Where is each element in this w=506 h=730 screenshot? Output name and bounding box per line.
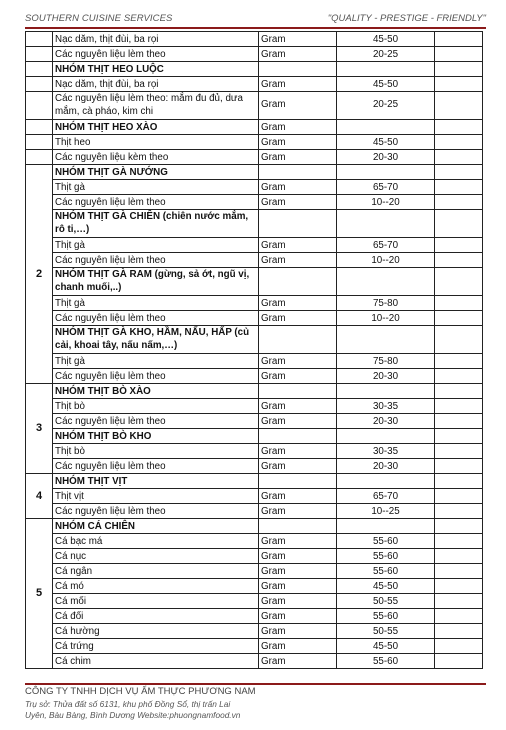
group-title: NHÓM CÁ CHIÊN	[53, 519, 259, 534]
qty-cell: 20-25	[337, 92, 435, 120]
item-cell: Các nguyên liệu lèm theo	[53, 311, 259, 326]
header-slogan: "QUALITY - PRESTIGE - FRIENDLY"	[327, 13, 486, 24]
unit-cell: Gram	[259, 549, 337, 564]
group-title: NHÓM THỊT VỊT	[53, 474, 259, 489]
table-row	[26, 354, 483, 369]
note-cell	[435, 594, 483, 609]
group-title: NHÓM THỊT BÒ XÀO	[53, 384, 259, 399]
qty-cell	[337, 210, 435, 238]
unit-cell	[259, 519, 337, 534]
table-row	[26, 77, 483, 92]
unit-cell: Gram	[259, 311, 337, 326]
note-cell	[435, 326, 483, 354]
unit-cell: Gram	[259, 238, 337, 253]
footer-divider	[25, 683, 486, 685]
table-row	[26, 180, 483, 195]
unit-cell	[259, 429, 337, 444]
header-company-en: SOUTHERN CUISINE SERVICES	[25, 13, 173, 24]
unit-cell: Gram	[259, 444, 337, 459]
note-cell	[435, 549, 483, 564]
unit-cell	[259, 326, 337, 354]
item-cell: Thịt vịt	[53, 489, 259, 504]
footer-company: CÔNG TY TNHH DỊCH VỤ ẨM THỰC PHƯƠNG NAM	[25, 686, 256, 697]
item-cell: Cá hường	[53, 624, 259, 639]
section-number-cell	[26, 92, 53, 120]
header-divider	[25, 27, 486, 29]
note-cell	[435, 444, 483, 459]
item-cell: Cá bạc má	[53, 534, 259, 549]
note-cell	[435, 268, 483, 296]
qty-cell: 20-30	[337, 150, 435, 165]
qty-cell: 65-70	[337, 489, 435, 504]
unit-cell	[259, 268, 337, 296]
note-cell	[435, 253, 483, 268]
group-title: NHÓM THỊT HEO LUỘC	[53, 62, 259, 77]
note-cell	[435, 579, 483, 594]
item-cell: Thịt gà	[53, 180, 259, 195]
item-cell: Cá trứng	[53, 639, 259, 654]
unit-cell: Gram	[259, 654, 337, 669]
table-row	[26, 414, 483, 429]
unit-cell: Gram	[259, 354, 337, 369]
note-cell	[435, 47, 483, 62]
table-row	[26, 609, 483, 624]
item-cell: Cá chim	[53, 654, 259, 669]
table-row	[26, 534, 483, 549]
group-title: NHÓM THỊT GÀ KHO, HẦM, NẤU, HẤP (củ cải, khoai tây, nấu nấm,…)	[53, 326, 259, 354]
table-row	[26, 311, 483, 326]
unit-cell: Gram	[259, 639, 337, 654]
unit-cell: Gram	[259, 135, 337, 150]
unit-cell: Gram	[259, 414, 337, 429]
note-cell	[435, 180, 483, 195]
note-cell	[435, 639, 483, 654]
qty-cell: 55-60	[337, 564, 435, 579]
unit-cell: Gram	[259, 564, 337, 579]
note-cell	[435, 195, 483, 210]
qty-cell: 65-70	[337, 238, 435, 253]
unit-cell: Gram	[259, 92, 337, 120]
qty-cell: 45-50	[337, 32, 435, 47]
qty-cell: 10--25	[337, 504, 435, 519]
unit-cell	[259, 474, 337, 489]
group-row	[26, 120, 483, 135]
unit-cell: Gram	[259, 120, 337, 135]
table-row	[26, 504, 483, 519]
table-row	[26, 594, 483, 609]
qty-cell	[337, 165, 435, 180]
note-cell	[435, 311, 483, 326]
table-row	[26, 579, 483, 594]
qty-cell: 45-50	[337, 579, 435, 594]
note-cell	[435, 654, 483, 669]
qty-cell: 55-60	[337, 549, 435, 564]
unit-cell: Gram	[259, 32, 337, 47]
group-row	[26, 326, 483, 354]
note-cell	[435, 369, 483, 384]
note-cell	[435, 165, 483, 180]
section-number-cell	[26, 150, 53, 165]
group-title: NHÓM THỊT HEO XÀO	[53, 120, 259, 135]
unit-cell: Gram	[259, 253, 337, 268]
item-cell: Thịt heo	[53, 135, 259, 150]
unit-cell: Gram	[259, 489, 337, 504]
unit-cell: Gram	[259, 594, 337, 609]
unit-cell: Gram	[259, 534, 337, 549]
qty-cell	[337, 268, 435, 296]
qty-cell	[337, 519, 435, 534]
table-row	[26, 195, 483, 210]
unit-cell	[259, 384, 337, 399]
qty-cell: 75-80	[337, 354, 435, 369]
section-number: 5	[26, 519, 53, 669]
unit-cell: Gram	[259, 609, 337, 624]
item-cell: Các nguyên liệu lèm theo	[53, 253, 259, 268]
note-cell	[435, 489, 483, 504]
qty-cell: 55-60	[337, 609, 435, 624]
note-cell	[435, 210, 483, 238]
unit-cell	[259, 210, 337, 238]
note-cell	[435, 624, 483, 639]
item-cell: Các nguyên liệu lèm theo: mắm đu đủ, dưa mắm, cà pháo, kim chi	[53, 92, 259, 120]
table-row	[26, 253, 483, 268]
qty-cell: 10--20	[337, 311, 435, 326]
unit-cell: Gram	[259, 195, 337, 210]
item-cell: Các nguyên liệu lèm theo	[53, 47, 259, 62]
portion-table	[25, 31, 483, 669]
table-row	[26, 399, 483, 414]
group-row	[26, 429, 483, 444]
item-cell: Các nguyên liệu lèm theo	[53, 369, 259, 384]
note-cell	[435, 135, 483, 150]
section-number-cell	[26, 32, 53, 47]
qty-cell: 10--20	[337, 195, 435, 210]
note-cell	[435, 62, 483, 77]
unit-cell: Gram	[259, 579, 337, 594]
unit-cell	[259, 62, 337, 77]
note-cell	[435, 32, 483, 47]
item-cell: Cá mó	[53, 579, 259, 594]
qty-cell: 20-30	[337, 459, 435, 474]
group-title: NHÓM THỊT GÀ NƯỚNG	[53, 165, 259, 180]
table-row	[26, 459, 483, 474]
item-cell: Thịt bò	[53, 444, 259, 459]
table-row	[26, 92, 483, 120]
qty-cell: 20-30	[337, 369, 435, 384]
item-cell: Thịt gà	[53, 296, 259, 311]
note-cell	[435, 238, 483, 253]
qty-cell	[337, 429, 435, 444]
group-row	[26, 268, 483, 296]
note-cell	[435, 609, 483, 624]
qty-cell: 20-25	[337, 47, 435, 62]
section-number-cell	[26, 135, 53, 150]
note-cell	[435, 534, 483, 549]
group-title: NHÓM THỊT GÀ CHIÊN (chiên nước mắm, rô ti,…)	[53, 210, 259, 238]
group-row	[26, 210, 483, 238]
unit-cell	[259, 165, 337, 180]
table-row	[26, 47, 483, 62]
note-cell	[435, 150, 483, 165]
group-row	[26, 519, 483, 534]
qty-cell: 45-50	[337, 77, 435, 92]
note-cell	[435, 296, 483, 311]
section-number: 3	[26, 384, 53, 474]
item-cell: Các nguyên liệu lèm theo	[53, 195, 259, 210]
section-number: 4	[26, 474, 53, 519]
unit-cell: Gram	[259, 504, 337, 519]
table-row	[26, 369, 483, 384]
qty-cell	[337, 474, 435, 489]
unit-cell: Gram	[259, 150, 337, 165]
item-cell: Các nguyên liệu lèm theo	[53, 459, 259, 474]
note-cell	[435, 474, 483, 489]
unit-cell: Gram	[259, 369, 337, 384]
qty-cell: 65-70	[337, 180, 435, 195]
note-cell	[435, 354, 483, 369]
note-cell	[435, 120, 483, 135]
table-row	[26, 238, 483, 253]
item-cell: Các nguyên liệu lèm theo	[53, 414, 259, 429]
qty-cell	[337, 384, 435, 399]
footer-address: Trụ sở: Thửa đất số 6131, khu phố Đồng Sổ, thị trấn Lai	[25, 699, 231, 709]
qty-cell: 20-30	[337, 414, 435, 429]
qty-cell	[337, 62, 435, 77]
item-cell: Cá đối	[53, 609, 259, 624]
qty-cell: 10--20	[337, 253, 435, 268]
footer-address-website: Uyên, Bàu Bàng, Bình Dương Website:phuongnamfood.vn	[25, 710, 241, 720]
item-cell: Cá nục	[53, 549, 259, 564]
section-number-cell	[26, 120, 53, 135]
table-row	[26, 150, 483, 165]
section-number-cell	[26, 62, 53, 77]
qty-cell: 45-50	[337, 135, 435, 150]
item-cell: Cá ngân	[53, 564, 259, 579]
unit-cell: Gram	[259, 77, 337, 92]
item-cell: Thịt bò	[53, 399, 259, 414]
table-row	[26, 32, 483, 47]
table-row	[26, 135, 483, 150]
section-number-cell	[26, 77, 53, 92]
note-cell	[435, 414, 483, 429]
note-cell	[435, 429, 483, 444]
unit-cell: Gram	[259, 399, 337, 414]
note-cell	[435, 519, 483, 534]
item-cell: Cá mối	[53, 594, 259, 609]
qty-cell: 30-35	[337, 399, 435, 414]
table-row	[26, 624, 483, 639]
note-cell	[435, 564, 483, 579]
unit-cell: Gram	[259, 47, 337, 62]
qty-cell: 30-35	[337, 444, 435, 459]
qty-cell	[337, 326, 435, 354]
unit-cell: Gram	[259, 459, 337, 474]
item-cell: Các nguyên liệu lèm theo	[53, 504, 259, 519]
note-cell	[435, 459, 483, 474]
section-number: 2	[26, 165, 53, 384]
table-row	[26, 444, 483, 459]
unit-cell: Gram	[259, 624, 337, 639]
group-row	[26, 62, 483, 77]
qty-cell: 55-60	[337, 654, 435, 669]
note-cell	[435, 384, 483, 399]
item-cell: Nạc dăm, thịt đùi, ba rọi	[53, 32, 259, 47]
item-cell: Thịt gà	[53, 238, 259, 253]
qty-cell: 50-55	[337, 594, 435, 609]
group-title: NHÓM THỊT BÒ KHO	[53, 429, 259, 444]
group-title: NHÓM THỊT GÀ RAM (gừng, sả ớt, ngũ vị, chanh muối,..)	[53, 268, 259, 296]
table-row	[26, 296, 483, 311]
table-row	[26, 639, 483, 654]
note-cell	[435, 504, 483, 519]
table-row	[26, 549, 483, 564]
group-row	[26, 384, 483, 399]
qty-cell: 45-50	[337, 639, 435, 654]
item-cell: Nạc dăm, thịt đùi, ba rọi	[53, 77, 259, 92]
qty-cell	[337, 120, 435, 135]
page-header	[25, 13, 486, 27]
table-row	[26, 654, 483, 669]
table-row	[26, 564, 483, 579]
unit-cell: Gram	[259, 296, 337, 311]
qty-cell: 50-55	[337, 624, 435, 639]
qty-cell: 55-60	[337, 534, 435, 549]
note-cell	[435, 92, 483, 120]
section-number-cell	[26, 47, 53, 62]
note-cell	[435, 77, 483, 92]
item-cell: Thịt gà	[53, 354, 259, 369]
note-cell	[435, 399, 483, 414]
qty-cell: 75-80	[337, 296, 435, 311]
group-row	[26, 474, 483, 489]
item-cell: Các nguyên liệu kèm theo	[53, 150, 259, 165]
table-row	[26, 489, 483, 504]
unit-cell: Gram	[259, 180, 337, 195]
group-row	[26, 165, 483, 180]
